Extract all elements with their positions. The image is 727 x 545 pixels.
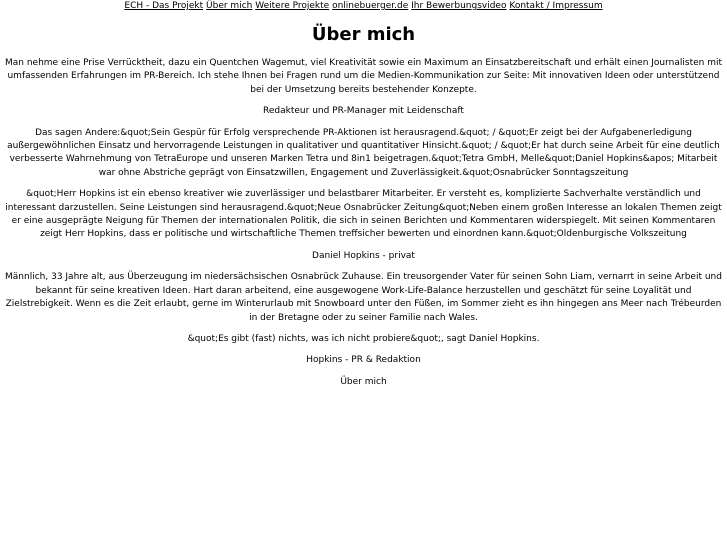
quote-paragraph: &quot;Es gibt (fast) nichts, was ich nicht probiere&quot;, sagt Daniel Hopkins. (187, 333, 540, 344)
nav-link-ech-projekt[interactable]: ECH - Das Projekt (124, 1, 204, 11)
nav-link-bewerbungsvideo[interactable]: Ihr Bewerbungsvideo (411, 1, 507, 11)
footer-brand: Hopkins - PR & Redaktion (306, 355, 421, 366)
main-content (0, 57, 727, 389)
nav-link-weitere-projekte[interactable]: Weitere Projekte (255, 1, 330, 11)
testimonials-paragraph-2: &quot;Herr Hopkins ist ein ebenso kreativer wie zuverlässiger und belastbarer Mitarbeiter. Er versteht es, komplizierte Sachverhalte verständlich und interessant darzustellen. Seine Leistungen sind herausragend.&quot;Neue Osnabrücker Zeitung&quot;Neben einem großen Interesse an lokalen Themen zeigt er eine ausgeprägte Neigung für Themen der internationalen Politik, die sich in seinen Berichten und Kommentaren widerspiegelt. Mit seinen Kommentaren zeigt Herr Hopkins, dass er politische und wirtschaftliche Themen treffsicher bewerten und einordnen kann.&quot;Oldenburgische Volkszeitung (5, 189, 722, 240)
nav-link-onlinebuerger[interactable]: onlinebuerger.de (332, 1, 409, 11)
intro-paragraph: Man nehme eine Prise Verrücktheit, dazu ein Quentchen Wagemut, viel Kreativität sowie ein Maximum an Einsatzbereitschaft und erhält einen Journalisten mit umfassenden Erfahrungen im PR-Bereich. Ich stehe Ihnen bei Fragen rund um die Medien-Kommunikation zur Seite: Mit innovativen Ideen oder unterstützend bei der Umsetzung bereits bestehender Konzepte. (4, 58, 722, 95)
page-title: Über mich (311, 24, 416, 45)
private-paragraph: Männlich, 33 Jahre alt, aus Überzeugung im niedersächsischen Osnabrück Zuhause. Ein treusorgender Vater für seinen Sohn Liam, vernarrt in seine Arbeit und bekannt für seine kreativen Ideen. Hart daran arbeitend, eine ausgewogene Work-Life-Balance herzustellen und geschätzt für seine Loyalität und Zielstrebigkeit. Wenn es die Zeit erlaubt, gerne im Winterurlaub mit Snowboard unter den Füßen, im Sommer zieht es ihn hingegen ans Meer nach Trébeurden in der Bretagne oder zu seiner Familie nach Wales. (5, 272, 722, 323)
nav-link-ueber-mich[interactable]: Über mich (206, 1, 253, 11)
nav-link-kontakt-impressum[interactable]: Kontakt / Impressum (509, 1, 603, 11)
testimonials-paragraph-1: Das sagen Andere:&quot;Sein Gespür für Erfolg versprechende PR-Aktionen ist herausragend.&quot; / &quot;Er zeigt bei der Aufgabenerledigung außergewöhnlichen Einsatz und hervorragende Leistungen in qualitativer und quantitativer Hinsicht.&quot; / &quot;Er hat durch seine Arbeit für eine deutlich verbesserte Wahrnehmung von TetraEurope und unseren Marken Tetra und 8in1 beigetragen.&quot;Tetra GmbH, Melle&quot;Daniel Hopkins&apos; Mitarbeit war ohne Abstriche geprägt von Einsatzwillen, Engagement und Zuverlässigkeit.&quot;Osnabrücker Sonntagszeitung (7, 127, 720, 178)
subtitle-editor: Redakteur und PR-Manager mit Leidenschaft (263, 106, 464, 117)
footer-page-name: Über mich (340, 376, 387, 387)
top-navigation (0, 0, 727, 12)
subtitle-private: Daniel Hopkins - privat (312, 250, 415, 261)
